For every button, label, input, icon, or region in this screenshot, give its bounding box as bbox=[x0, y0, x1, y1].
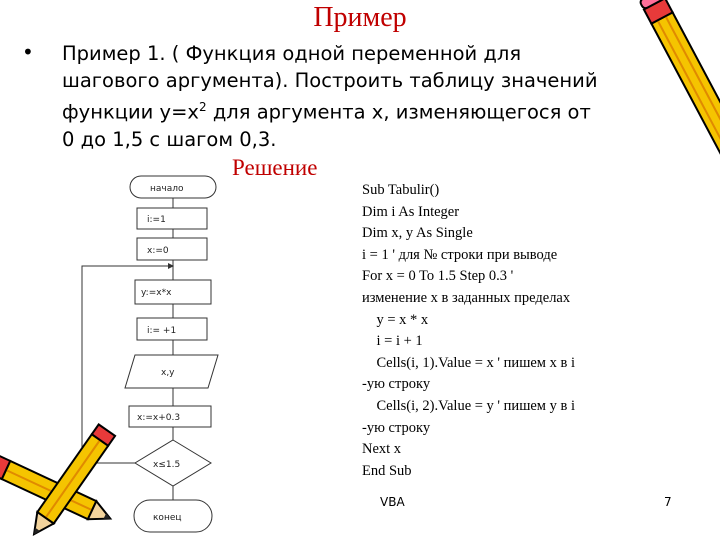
flowchart-step-x-label: x:=x+0.3 bbox=[137, 413, 181, 423]
footer-label: VBA bbox=[380, 495, 405, 509]
flowchart-init-x-label: x:=0 bbox=[147, 246, 169, 256]
solution-heading: Решение bbox=[232, 155, 318, 180]
flowchart-end-label: конец bbox=[153, 513, 182, 523]
pencil-icon-top-right bbox=[639, 0, 720, 179]
flowchart-calc-y-label: y:=x*x bbox=[141, 288, 172, 298]
vba-code-block: Sub Tabulir() Dim i As Integer Dim x, y As Single i = 1 ' для № строки при выводе For x = 0 To 1.5 Step 0.3 ' изменение x в заданных пределах y = x * x i = i + 1 Cells(i, 1).Value = x ' пишем x в i -ую строку Cells(i, 2).Value = y ' пишем y в i -ую строку Next x End Sub bbox=[362, 182, 575, 479]
flowchart-start-label: начало bbox=[150, 184, 184, 194]
bullet-marker: • bbox=[22, 40, 34, 64]
flowchart-output-label: x,y bbox=[161, 368, 175, 378]
slide-title: Пример bbox=[313, 2, 407, 33]
page-number: 7 bbox=[664, 495, 672, 509]
task-superscript: 2 bbox=[198, 100, 207, 114]
flowchart-init-i-label: i:=1 bbox=[147, 215, 166, 225]
task-text-part1: Пример 1. ( Функция одной переменной для шагового аргумента). Построить таблицу значений функции y=x bbox=[62, 42, 598, 124]
pencils-icon-bottom-left bbox=[0, 424, 115, 540]
flowchart-inc-i-label: i:= +1 bbox=[147, 326, 177, 336]
task-text-part2: для аргумента x, изменяющегося от 0 до 1,5 с шагом 0,3. bbox=[62, 100, 591, 151]
flowchart-condition-label: x≤1.5 bbox=[153, 460, 181, 470]
